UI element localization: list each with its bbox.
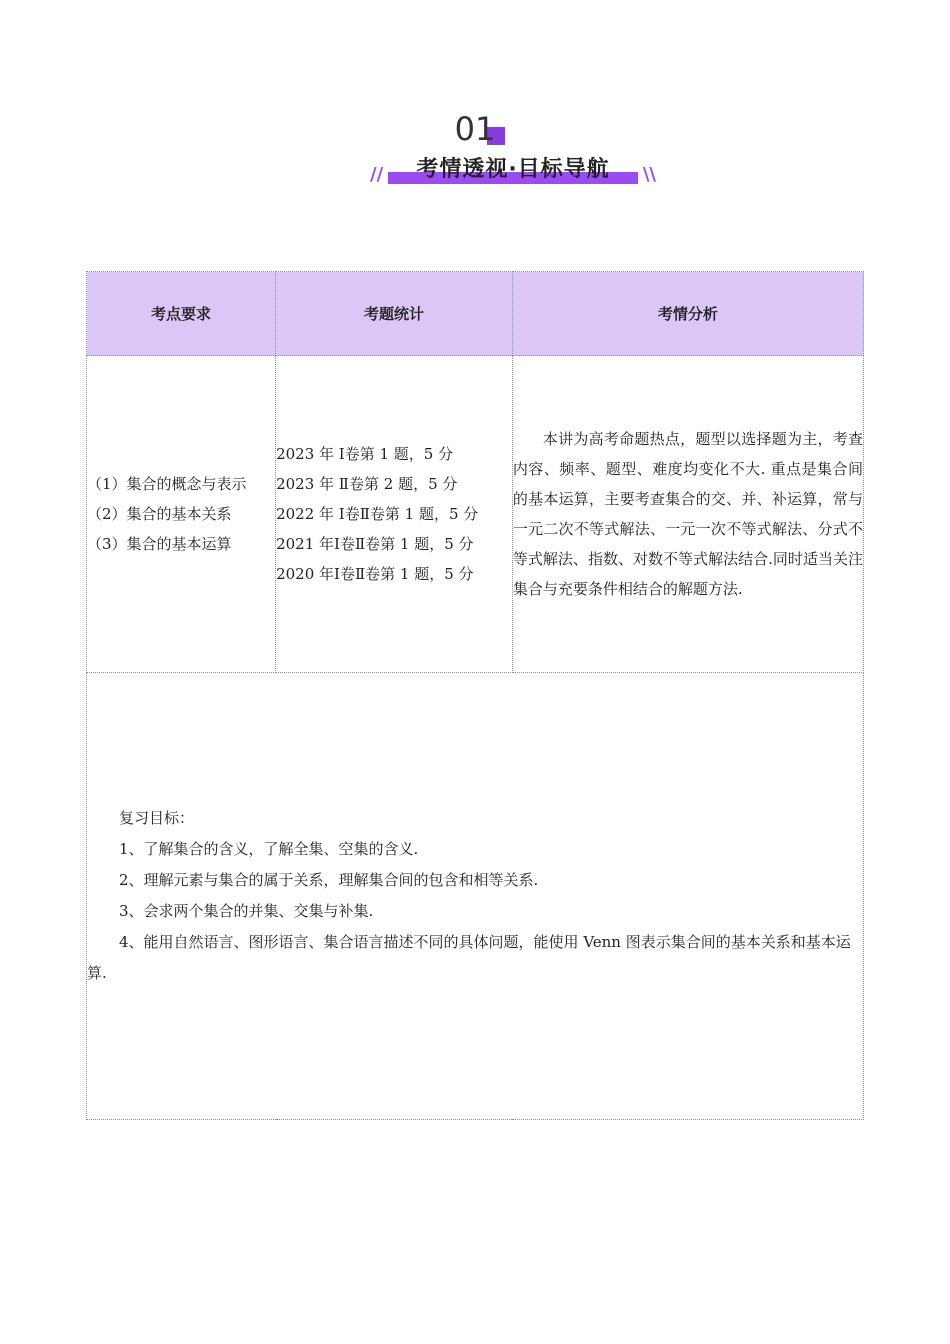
statistics-cell xyxy=(276,356,513,673)
review-goal-item: 4、能用自然语言、图形语言、集合语言描述不同的具体问题，能使用 Venn 图表示集合间的基本关系和基本运算. xyxy=(87,933,851,982)
statistic-item: 2023 年 Ⅱ卷第 2 题，5 分 xyxy=(276,475,458,493)
requirement-item: （1）集合的概念与表示 xyxy=(87,475,247,493)
review-goals-title: 复习目标： xyxy=(119,809,195,827)
section-number xyxy=(0,110,950,148)
section-title: 考情透视·目标导航 xyxy=(416,157,610,182)
requirement-item: （2）集合的基本关系 xyxy=(87,505,232,523)
review-goal-item: 1、了解集合的含义，了解全集、空集的含义. xyxy=(119,840,419,858)
review-goals-cell xyxy=(87,673,864,1120)
analysis-cell: 本讲为高考命题热点，题型以选择题为主，考查内容、频率、题型、难度均变化不大. 重点是集合间的基本运算，主要考查集合的交、并、补运算，常与一元二次不等式解法、一元一次不等式解法、分式不等式解法、指数、对数不等式解法结合.同时适当关注集合与充要条件相结合的解题方法. xyxy=(512,356,863,673)
requirements-cell xyxy=(87,356,276,673)
header-statistics: 考题统计 xyxy=(276,272,513,356)
exam-analysis-table xyxy=(86,271,864,1120)
header-analysis: 考情分析 xyxy=(512,272,863,356)
statistic-item: 2022 年 Ⅰ卷Ⅱ卷第 1 题，5 分 xyxy=(276,505,479,523)
title-deco-left: // xyxy=(370,164,384,185)
table-header-row xyxy=(87,272,864,356)
statistic-item: 2020 年Ⅰ卷Ⅱ卷第 1 题，5 分 xyxy=(276,565,474,583)
section-title-banner xyxy=(370,152,656,188)
goals-row xyxy=(87,673,864,1120)
review-goal-item: 2、理解元素与集合的属于关系，理解集合间的包含和相等关系. xyxy=(119,871,539,889)
statistic-item: 2023 年 Ⅰ卷第 1 题，5 分 xyxy=(276,445,454,463)
header-requirements: 考点要求 xyxy=(87,272,276,356)
section-number-text: 01 xyxy=(454,110,496,148)
review-goal-item: 3、会求两个集合的并集、交集与补集. xyxy=(119,902,374,920)
title-deco-right: \\ xyxy=(642,164,656,185)
requirement-item: （3）集合的基本运算 xyxy=(87,535,232,553)
statistic-item: 2021 年Ⅰ卷Ⅱ卷第 1 题，5 分 xyxy=(276,535,474,553)
table-body-row xyxy=(87,356,864,673)
